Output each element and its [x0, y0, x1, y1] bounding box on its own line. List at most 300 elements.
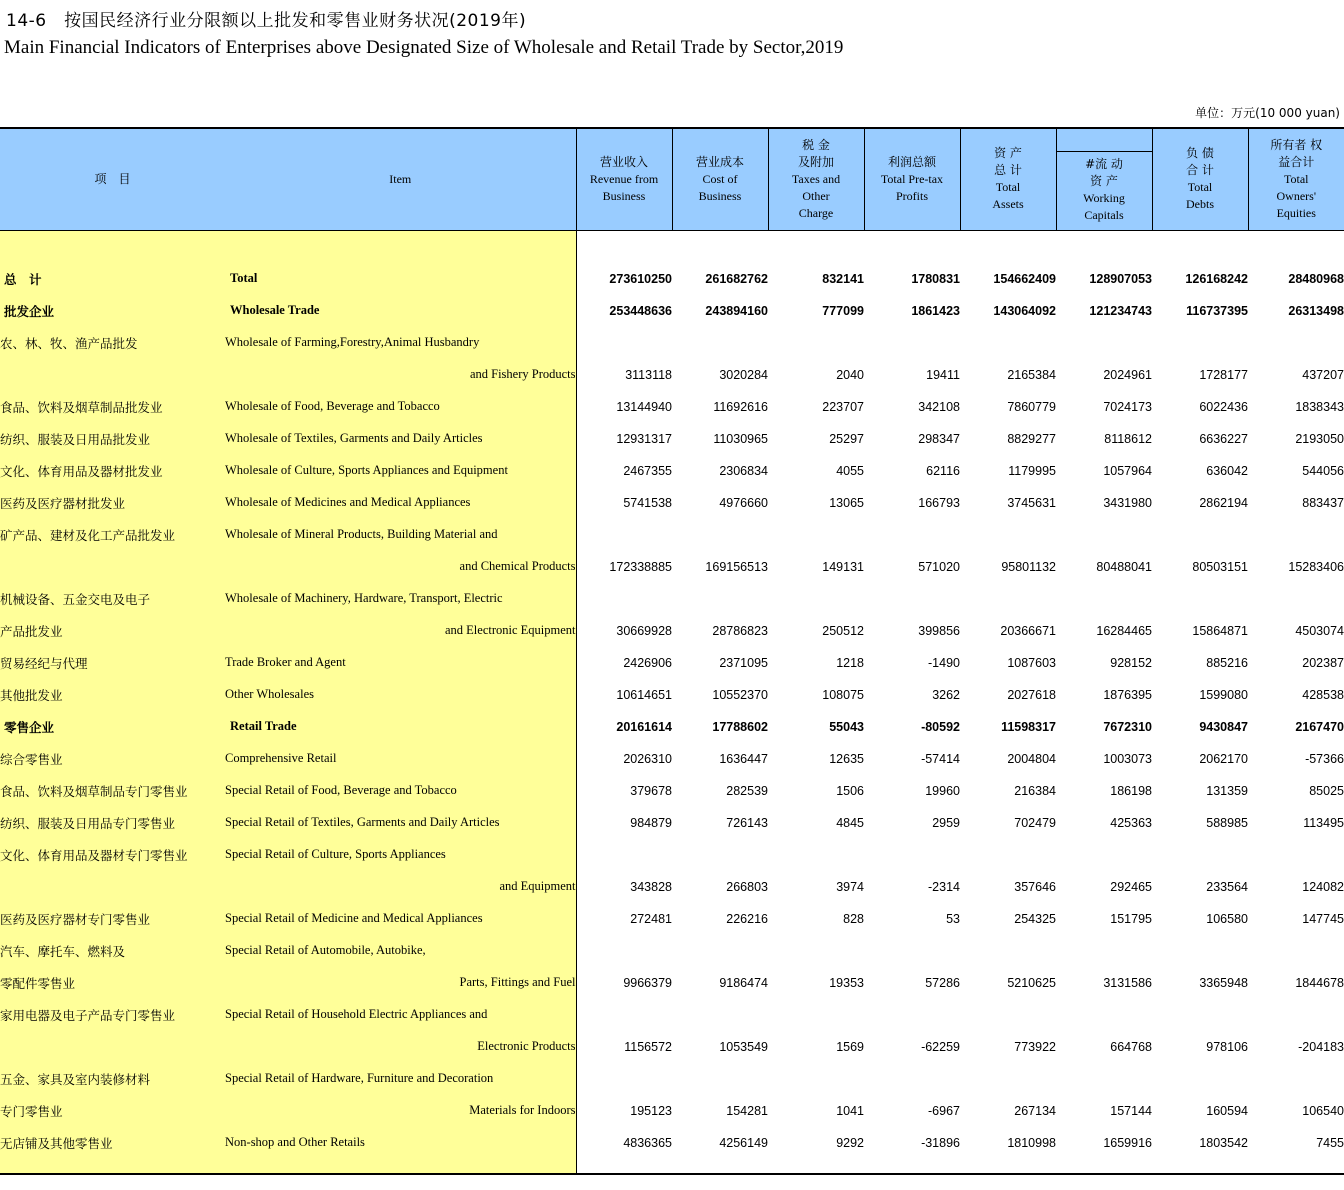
value-cell: 3262	[932, 687, 960, 702]
value-cell: 3113118	[625, 367, 672, 382]
value-cell: -31896	[921, 1135, 960, 1150]
value-cell: 195123	[630, 1103, 672, 1118]
value-cell: 7860779	[1007, 399, 1056, 414]
row-label-en: Trade Broker and Agent	[225, 647, 576, 679]
value-cell: 2862194	[1199, 495, 1248, 510]
table-row	[0, 519, 1344, 551]
value-cell: 20161614	[616, 719, 672, 734]
value-cell	[1056, 583, 1152, 615]
table-row	[0, 423, 1344, 455]
row-label-en: Non-shop and Other Retails	[225, 1127, 576, 1159]
row-label-en: Wholesale of Culture, Sports Appliances and Equipment	[225, 455, 576, 487]
value-cell: 11598317	[1001, 719, 1056, 734]
table-row	[0, 263, 1344, 295]
value-cell: 106540	[1302, 1103, 1344, 1118]
row-label-cn: 专门零售业	[0, 1095, 225, 1127]
value-cell: 19411	[926, 367, 960, 382]
value-cell: 30669928	[616, 623, 672, 638]
value-cell	[768, 1063, 864, 1095]
row-label-en: Wholesale of Medicines and Medical Appliances	[225, 487, 576, 519]
value-cell	[1056, 999, 1152, 1031]
value-cell: 726143	[726, 815, 768, 830]
value-cell	[1056, 1063, 1152, 1095]
value-cell: 20366671	[1000, 623, 1056, 638]
table-row	[0, 455, 1344, 487]
table-row	[0, 935, 1344, 967]
header-item-cn: 项 目	[0, 128, 225, 230]
value-cell	[1056, 935, 1152, 967]
value-cell	[1248, 935, 1344, 967]
value-cell: 151795	[1110, 911, 1152, 926]
row-label-en: and Equipment	[225, 871, 576, 903]
value-cell	[960, 327, 1056, 359]
value-cell: 154281	[726, 1103, 768, 1118]
value-cell: 832141	[822, 271, 864, 286]
value-cell: 57286	[925, 975, 960, 990]
value-cell: 85025	[1309, 783, 1344, 798]
table-row	[0, 839, 1344, 871]
row-label-cn: 医药及医疗器材专门零售业	[0, 903, 225, 935]
value-cell: 266803	[726, 879, 768, 894]
row-label-cn: 食品、饮料及烟草制品批发业	[0, 391, 225, 423]
value-cell: 883437	[1302, 495, 1344, 510]
value-cell: 1810998	[1007, 1135, 1056, 1150]
value-cell	[1152, 583, 1248, 615]
value-cell: 4503074	[1295, 623, 1344, 638]
row-label-en: and Chemical Products	[225, 551, 576, 583]
value-cell: -1490	[928, 655, 960, 670]
value-cell: 588985	[1206, 815, 1248, 830]
row-label-en: Electronic Products	[225, 1031, 576, 1063]
row-label-cn: 纺织、服装及日用品专门零售业	[0, 807, 225, 839]
value-cell	[1056, 327, 1152, 359]
row-label-cn: 家用电器及电子产品专门零售业	[0, 999, 225, 1031]
header-working-capitals: #流 动 资 产 Working Capitals	[1056, 128, 1152, 230]
row-label-cn: 农、林、牧、渔产品批发	[0, 327, 225, 359]
value-cell: 124082	[1302, 879, 1344, 894]
value-cell	[672, 999, 768, 1031]
row-label-cn: 汽车、摩托车、燃料及	[0, 935, 225, 967]
value-cell: 53	[946, 911, 960, 926]
value-cell: 1506	[836, 783, 864, 798]
value-cell: 28480968	[1288, 271, 1344, 286]
value-cell	[1152, 999, 1248, 1031]
value-cell	[1248, 519, 1344, 551]
value-cell: 1838343	[1295, 399, 1344, 414]
value-cell: 186198	[1110, 783, 1152, 798]
value-cell: 3745631	[1007, 495, 1056, 510]
row-label-en: Special Retail of Textiles, Garments and Daily Articles	[225, 807, 576, 839]
table-row	[0, 903, 1344, 935]
row-label-cn: 其他批发业	[0, 679, 225, 711]
value-cell: -57414	[921, 751, 960, 766]
value-cell: 2371095	[719, 655, 768, 670]
value-cell: 3974	[836, 879, 864, 894]
row-label-cn: 五金、家具及室内装修材料	[0, 1063, 225, 1095]
row-label-cn: 文化、体育用品及器材批发业	[0, 455, 225, 487]
value-cell	[960, 583, 1056, 615]
value-cell: 226216	[726, 911, 768, 926]
value-cell: 664768	[1110, 1039, 1152, 1054]
row-label-en: Special Retail of Household Electric Appliances and	[225, 999, 576, 1031]
value-cell: 80488041	[1096, 559, 1152, 574]
value-cell: 425363	[1110, 815, 1152, 830]
value-cell	[1152, 519, 1248, 551]
value-cell: 2062170	[1199, 751, 1248, 766]
value-cell: 1728177	[1199, 367, 1248, 382]
row-label-cn: 文化、体育用品及器材专门零售业	[0, 839, 225, 871]
row-label-en: Special Retail of Hardware, Furniture and Decoration	[225, 1063, 576, 1095]
table-row	[0, 871, 1344, 903]
value-cell	[1152, 327, 1248, 359]
value-cell: 6636227	[1199, 431, 1248, 446]
value-cell: 13065	[829, 495, 864, 510]
value-cell: 428538	[1302, 687, 1344, 702]
value-cell: 2426906	[623, 655, 672, 670]
value-cell	[576, 1063, 672, 1095]
table-row	[0, 295, 1344, 327]
value-cell	[960, 1063, 1056, 1095]
value-cell: 272481	[630, 911, 672, 926]
value-cell: 10614651	[616, 687, 672, 702]
value-cell	[1248, 583, 1344, 615]
value-cell: 11030965	[713, 431, 768, 446]
value-cell: 2026310	[623, 751, 672, 766]
value-cell: 12931317	[616, 431, 672, 446]
table-row	[0, 583, 1344, 615]
value-cell: 9966379	[623, 975, 672, 990]
row-label-en: Wholesale of Farming,Forestry,Animal Husbandry	[225, 327, 576, 359]
value-cell: 7672310	[1103, 719, 1152, 734]
value-cell	[864, 839, 960, 871]
header-taxes: 税 金 及附加 Taxes and Other Charge	[768, 128, 864, 230]
header-assets: 资 产 总 计 Total Assets	[960, 128, 1056, 230]
value-cell	[672, 1063, 768, 1095]
value-cell: 4976660	[719, 495, 768, 510]
value-cell	[576, 839, 672, 871]
value-cell: 1861423	[911, 303, 960, 318]
value-cell: 399856	[918, 623, 960, 638]
value-cell: 1876395	[1103, 687, 1152, 702]
value-cell: 292465	[1110, 879, 1152, 894]
value-cell: 773922	[1014, 1039, 1056, 1054]
value-cell	[864, 519, 960, 551]
value-cell: 19353	[829, 975, 864, 990]
value-cell: 984879	[630, 815, 672, 830]
table-row	[0, 551, 1344, 583]
row-label-cn: 总 计	[0, 263, 225, 295]
value-cell: 343828	[630, 879, 672, 894]
row-label-cn: 食品、饮料及烟草制品专门零售业	[0, 775, 225, 807]
value-cell	[672, 839, 768, 871]
value-cell: 172338885	[609, 559, 672, 574]
row-label-en: Wholesale of Food, Beverage and Tobacco	[225, 391, 576, 423]
value-cell	[1056, 519, 1152, 551]
row-label-en: Materials for Indoors	[225, 1095, 576, 1127]
value-cell: 2024961	[1103, 367, 1152, 382]
value-cell	[960, 935, 1056, 967]
value-cell: 250512	[822, 623, 864, 638]
value-cell	[960, 519, 1056, 551]
header-revenue: 营业收入 Revenue from Business	[576, 128, 672, 230]
value-cell	[672, 935, 768, 967]
value-cell	[960, 999, 1056, 1031]
value-cell: -6967	[928, 1103, 960, 1118]
value-cell: 126168242	[1185, 271, 1248, 286]
value-cell: 1659916	[1103, 1135, 1152, 1150]
value-cell: 1156572	[624, 1039, 672, 1054]
row-label-en: Special Retail of Food, Beverage and Tobacco	[225, 775, 576, 807]
value-cell: 147745	[1302, 911, 1344, 926]
table-title-en: Main Financial Indicators of Enterprises above Designated Size of Wholesale and Retail Trade by Sector,2019	[4, 37, 844, 58]
row-label-en: Wholesale of Machinery, Hardware, Transport, Electric	[225, 583, 576, 615]
value-cell: 2193050	[1295, 431, 1344, 446]
value-cell: 1599080	[1199, 687, 1248, 702]
value-cell	[576, 935, 672, 967]
value-cell: 828	[843, 911, 864, 926]
value-cell: 8829277	[1007, 431, 1056, 446]
value-cell	[672, 327, 768, 359]
spacer-row	[0, 230, 1344, 263]
value-cell: 2040	[836, 367, 864, 382]
value-cell: 2467355	[623, 463, 672, 478]
value-cell: 3431980	[1103, 495, 1152, 510]
value-cell: 4845	[836, 815, 864, 830]
value-cell: 571020	[918, 559, 960, 574]
value-cell: 2165384	[1007, 367, 1056, 382]
value-cell: 7455	[1316, 1135, 1344, 1150]
value-cell	[1248, 999, 1344, 1031]
value-cell: 121234743	[1089, 303, 1152, 318]
value-cell: 7024173	[1103, 399, 1152, 414]
value-cell: 1057964	[1103, 463, 1152, 478]
value-cell: 4256149	[719, 1135, 768, 1150]
value-cell: 2004804	[1007, 751, 1056, 766]
value-cell: 55043	[829, 719, 864, 734]
row-label-cn: 医药及医疗器材批发业	[0, 487, 225, 519]
value-cell: 1003073	[1103, 751, 1152, 766]
value-cell: 978106	[1206, 1039, 1248, 1054]
table-row	[0, 615, 1344, 647]
row-label-cn: 矿产品、建材及化工产品批发业	[0, 519, 225, 551]
header-item-en: Item	[225, 128, 576, 230]
value-cell: 166793	[918, 495, 960, 510]
row-label-cn: 零配件零售业	[0, 967, 225, 999]
value-cell: -57366	[1305, 751, 1344, 766]
table-row	[0, 711, 1344, 743]
table-row	[0, 999, 1344, 1031]
table-row	[0, 1095, 1344, 1127]
value-cell: 2167470	[1295, 719, 1344, 734]
table-row	[0, 327, 1344, 359]
value-cell: 223707	[822, 399, 864, 414]
value-cell: 9430847	[1199, 719, 1248, 734]
value-cell	[768, 935, 864, 967]
row-label-en: Special Retail of Medicine and Medical Appliances	[225, 903, 576, 935]
value-cell	[1248, 1063, 1344, 1095]
value-cell	[672, 519, 768, 551]
table-row	[0, 807, 1344, 839]
value-cell: 28786823	[712, 623, 768, 638]
value-cell	[1248, 327, 1344, 359]
table-row	[0, 359, 1344, 391]
row-label-cn: 批发企业	[0, 295, 225, 327]
value-cell: 5741538	[623, 495, 672, 510]
value-cell	[672, 583, 768, 615]
value-cell: 544056	[1302, 463, 1344, 478]
row-label-cn: 综合零售业	[0, 743, 225, 775]
value-cell: 149131	[822, 559, 864, 574]
value-cell: -62259	[921, 1039, 960, 1054]
value-cell: 2306834	[719, 463, 768, 478]
value-cell: 253448636	[609, 303, 672, 318]
value-cell: 1087603	[1007, 655, 1056, 670]
value-cell	[576, 519, 672, 551]
row-label-cn	[0, 871, 225, 903]
table-row	[0, 679, 1344, 711]
row-label-en: Special Retail of Culture, Sports Appliances	[225, 839, 576, 871]
header-equities: 所有者 权益合计 Total Owners' Equities	[1248, 128, 1344, 230]
value-cell: 1041	[836, 1103, 864, 1118]
value-cell: 10552370	[712, 687, 768, 702]
value-cell: 95801132	[1001, 559, 1056, 574]
value-cell: 1053549	[719, 1039, 768, 1054]
value-cell: 1844678	[1295, 975, 1344, 990]
value-cell: 157144	[1110, 1103, 1152, 1118]
value-cell	[864, 327, 960, 359]
financial-table	[0, 127, 1344, 1175]
table-row	[0, 1127, 1344, 1159]
value-cell: 12635	[829, 751, 864, 766]
value-cell: 11692616	[713, 399, 768, 414]
row-label-cn: 无店铺及其他零售业	[0, 1127, 225, 1159]
value-cell: 4836365	[623, 1135, 672, 1150]
value-cell	[768, 327, 864, 359]
table-row	[0, 967, 1344, 999]
row-label-cn	[0, 1031, 225, 1063]
value-cell: 13144940	[616, 399, 672, 414]
row-label-en: Wholesale of Textiles, Garments and Daily Articles	[225, 423, 576, 455]
value-cell: 1803542	[1199, 1135, 1248, 1150]
value-cell: 1636447	[719, 751, 768, 766]
row-label-en: Retail Trade	[225, 711, 576, 743]
row-label-en: Wholesale Trade	[225, 295, 576, 327]
value-cell	[576, 583, 672, 615]
value-cell: 273610250	[609, 271, 672, 286]
value-cell: 342108	[918, 399, 960, 414]
value-cell	[1248, 839, 1344, 871]
value-cell: 1218	[836, 655, 864, 670]
table-row	[0, 743, 1344, 775]
value-cell	[864, 1063, 960, 1095]
value-cell	[768, 519, 864, 551]
value-cell	[576, 327, 672, 359]
table-row	[0, 775, 1344, 807]
value-cell: 3365948	[1199, 975, 1248, 990]
table-row	[0, 647, 1344, 679]
value-cell: 19960	[925, 783, 960, 798]
value-cell	[768, 999, 864, 1031]
value-cell	[1152, 1063, 1248, 1095]
value-cell: 16284465	[1096, 623, 1152, 638]
row-label-en: Other Wholesales	[225, 679, 576, 711]
row-label-en: Comprehensive Retail	[225, 743, 576, 775]
row-label-en: Wholesale of Mineral Products, Building Material and	[225, 519, 576, 551]
value-cell: 17788602	[712, 719, 768, 734]
value-cell: 116737395	[1186, 303, 1248, 318]
value-cell	[864, 935, 960, 967]
value-cell: 2959	[932, 815, 960, 830]
row-label-en: and Fishery Products	[225, 359, 576, 391]
value-cell: 928152	[1110, 655, 1152, 670]
value-cell: 15864871	[1192, 623, 1248, 638]
value-cell: 282539	[726, 783, 768, 798]
row-label-cn	[0, 359, 225, 391]
value-cell: 160594	[1206, 1103, 1248, 1118]
row-label-cn	[0, 551, 225, 583]
value-cell: 6022436	[1199, 399, 1248, 414]
value-cell: 243894160	[705, 303, 768, 318]
value-cell: 3131586	[1103, 975, 1152, 990]
value-cell: 15283406	[1288, 559, 1344, 574]
value-cell: 154662409	[993, 271, 1056, 286]
table-title-cn: 14-6 按国民经济行业分限额以上批发和零售业财务状况(2019年)	[6, 11, 527, 31]
header-profits: 利润总额 Total Pre-tax Profits	[864, 128, 960, 230]
row-label-en: and Electronic Equipment	[225, 615, 576, 647]
value-cell: 357646	[1014, 879, 1056, 894]
row-label-cn: 纺织、服装及日用品批发业	[0, 423, 225, 455]
value-cell: -204183	[1298, 1039, 1344, 1054]
value-cell: 233564	[1206, 879, 1248, 894]
value-cell	[576, 999, 672, 1031]
value-cell: 2027618	[1007, 687, 1056, 702]
row-label-cn: 产品批发业	[0, 615, 225, 647]
row-label-en: Parts, Fittings and Fuel	[225, 967, 576, 999]
table-body	[0, 230, 1344, 1174]
value-cell: 106580	[1206, 911, 1248, 926]
value-cell: 254325	[1014, 911, 1056, 926]
value-cell	[768, 839, 864, 871]
value-cell: 702479	[1014, 815, 1056, 830]
value-cell: 4055	[836, 463, 864, 478]
table-row	[0, 1063, 1344, 1095]
value-cell: 169156513	[705, 559, 768, 574]
value-cell: 298347	[918, 431, 960, 446]
value-cell: 1780831	[911, 271, 960, 286]
value-cell: 636042	[1206, 463, 1248, 478]
unit-label: 单位：万元(10 000 yuan)	[1195, 106, 1340, 120]
value-cell	[864, 999, 960, 1031]
value-cell	[960, 839, 1056, 871]
value-cell: 108075	[822, 687, 864, 702]
value-cell: 777099	[822, 303, 864, 318]
value-cell: 62116	[926, 463, 960, 478]
value-cell	[1056, 839, 1152, 871]
value-cell: 8118612	[1104, 431, 1152, 446]
value-cell: 9186474	[719, 975, 768, 990]
row-label-cn: 零售企业	[0, 711, 225, 743]
value-cell: 437207	[1302, 367, 1344, 382]
value-cell	[1152, 839, 1248, 871]
header-row	[0, 128, 1344, 230]
table-row	[0, 1031, 1344, 1063]
header-debts: 负 债 合 计 Total Debts	[1152, 128, 1248, 230]
filler-row	[0, 1159, 1344, 1174]
value-cell: 80503151	[1192, 559, 1248, 574]
value-cell: 131359	[1206, 783, 1248, 798]
value-cell: 1569	[836, 1039, 864, 1054]
value-cell: 9292	[836, 1135, 864, 1150]
